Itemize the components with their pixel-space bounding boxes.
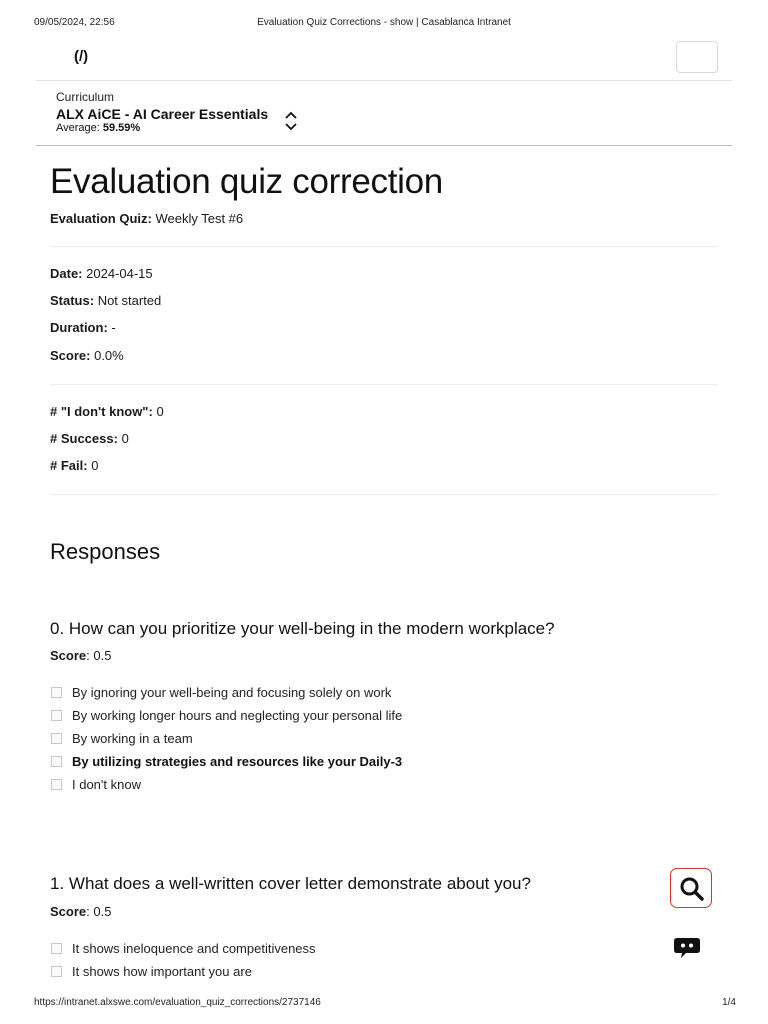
question-title: 0. How can you prioritize your well-being in the modern workplace? (50, 619, 555, 638)
detail-value: 0.0% (94, 348, 124, 363)
answer-checkbox[interactable] (51, 966, 62, 977)
count-label: # Success: (50, 431, 118, 446)
responses-heading: Responses (50, 539, 161, 564)
answer-text: By utilizing strategies and resources like your Daily-3 (72, 753, 403, 769)
question-score (50, 904, 111, 919)
count-value: 0 (121, 431, 129, 446)
count-success (50, 431, 129, 446)
question-title: 1. What does a well-written cover letter demonstrate about you? (50, 874, 531, 893)
detail-date (50, 266, 153, 281)
count-label: # "I don't know": (50, 404, 153, 419)
answer-text: By working longer hours and neglecting your personal life (72, 707, 403, 723)
print-url: https://intranet.alxswe.com/evaluation_quiz_corrections/2737146 (34, 997, 321, 1008)
chevron-updown-icon[interactable] (284, 110, 298, 132)
answer-checkbox[interactable] (51, 756, 62, 767)
score-value: : 0.5 (86, 648, 112, 663)
answer-text: It shows ineloquence and competitiveness (72, 940, 316, 956)
answer-checkbox[interactable] (51, 779, 62, 790)
print-page-title: Evaluation Quiz Corrections - show | Casablanca Intranet (257, 17, 511, 28)
score-label: Score (50, 648, 87, 663)
answer-text: I don't know (72, 776, 141, 792)
answer-option (51, 940, 316, 956)
divider (50, 246, 718, 247)
answer-checkbox[interactable] (51, 710, 62, 721)
print-page-number: 1/4 (722, 997, 736, 1008)
detail-label: Status: (50, 293, 95, 308)
answer-checkbox[interactable] (51, 733, 62, 744)
print-header (0, 17, 768, 31)
quiz-label: Evaluation Quiz: (50, 211, 152, 226)
print-date: 09/05/2024, 22:56 (34, 17, 115, 28)
count-label: # Fail: (50, 458, 88, 473)
detail-value: 2024-04-15 (86, 266, 153, 281)
answer-option (51, 730, 193, 746)
quiz-name (50, 211, 243, 226)
average-label: Average: (56, 122, 100, 134)
detail-value: - (111, 320, 116, 335)
answer-option (51, 684, 391, 700)
answer-option-correct (51, 753, 402, 769)
page-title: Evaluation quiz correction (50, 162, 443, 201)
search-button[interactable] (670, 868, 712, 908)
answer-option (51, 963, 252, 979)
detail-label: Duration: (50, 320, 108, 335)
print-footer (0, 997, 768, 1011)
score-label: Score (50, 904, 87, 919)
curriculum-name: ALX AiCE - AI Career Essentials (56, 106, 269, 122)
chat-bubble-icon[interactable] (673, 936, 701, 965)
answer-text: By ignoring your well-being and focusing solely on work (72, 684, 392, 700)
quiz-value: Weekly Test #6 (155, 211, 244, 226)
detail-score (50, 348, 124, 363)
count-value: 0 (156, 404, 164, 419)
menu-button[interactable] (676, 41, 718, 73)
curriculum-average (56, 122, 140, 134)
average-value: 59.59% (102, 122, 141, 134)
divider (50, 384, 718, 385)
detail-status (50, 293, 161, 308)
curriculum-label: Curriculum (56, 90, 115, 104)
answer-checkbox[interactable] (51, 687, 62, 698)
curriculum-selector[interactable] (36, 88, 732, 146)
detail-value: Not started (97, 293, 162, 308)
divider (50, 494, 718, 495)
question-score (50, 648, 111, 663)
detail-label: Date: (50, 266, 83, 281)
count-fail (50, 458, 98, 473)
answer-option (51, 707, 402, 723)
answer-text: It shows how important you are (72, 963, 252, 979)
answer-checkbox[interactable] (51, 943, 62, 954)
count-i-dont-know (50, 404, 164, 419)
detail-label: Score: (50, 348, 91, 363)
detail-duration (50, 320, 116, 335)
answer-text: By working in a team (72, 730, 193, 746)
count-value: 0 (91, 458, 99, 473)
score-value: : 0.5 (86, 904, 112, 919)
top-navigation-bar (36, 40, 732, 81)
home-logo-link[interactable]: (/) (74, 48, 89, 65)
answer-option (51, 776, 141, 792)
